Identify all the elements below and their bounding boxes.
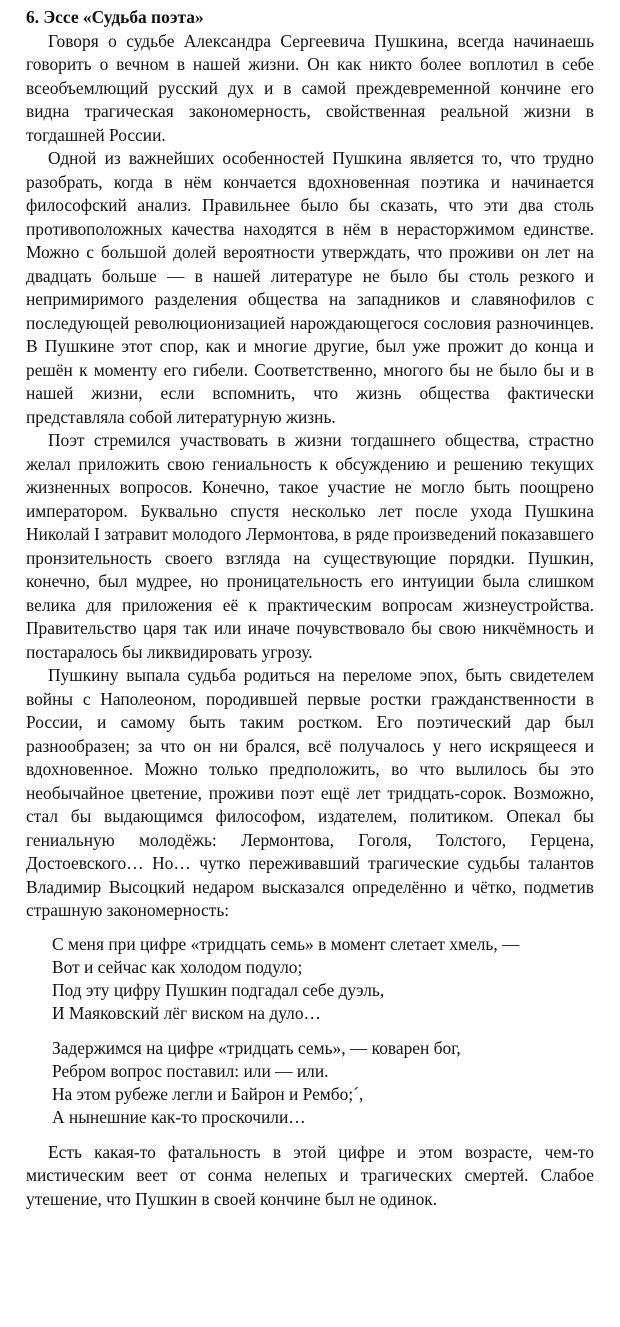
- poem-line: Ребром вопрос поставил: или — или.: [52, 1060, 329, 1081]
- paragraph-3: Поэт стремился участвовать в жизни тогдашнего общества, страстно желал приложить свою гениальность к обсуждению и решению текущих жизненных вопросов. Конечно, такое участие не могло быть поощрено императором. Буквально спустя несколько лет после ухода Пушкина Николай I затравит молодого Лермонтова, в ряде произведений показавшего пронзительность своего взгляда на существующие порядки. Пушкин, конечно, был мудрее, но проницательность его интуиции была слишком велика для приложения её к практическим вопросам жизнеустройства. Правительство царя так или иначе почувствовало бы свою никчёмность и постаралось бы ликвидировать угрозу.: [26, 430, 594, 662]
- poem-line: И Маяковский лёг виском на дуло…: [52, 1002, 321, 1023]
- poem-line: На этом рубеже легли и Байрон и Рембо;´,: [52, 1083, 364, 1104]
- poem-line: А нынешние как-то проскочили…: [52, 1106, 306, 1127]
- essay-title: 6. Эссе «Судьба поэта»: [26, 7, 204, 27]
- poem-stanza-1: [52, 933, 594, 1025]
- paragraph-2: Одной из важнейших особенностей Пушкина является то, что трудно разобрать, когда в нём кончается вдохновенная поэтика и начинается философский анализ. Правильнее было бы сказать, что эти два столь противоположных качества находятся в нём в нерасторжимом единстве. Можно с большой долей вероятности утверждать, что проживи он лет на двадцать больше — в нашей литературе не было бы столь резкого и непримиримого разделения общества на западников и славянофилов с последующей революционизацией нарождающегося сословия разночинцев. В Пушкине этот спор, как и многие другие, был уже прожит до конца и решён к моменту его гибели. Соответственно, многого бы не было бы и в нашей жизни, если вспомнить, что жизнь общества фактически представляла собой литературную жизнь.: [26, 148, 594, 427]
- poem-stanza-2: [52, 1037, 594, 1129]
- poem-quote: [52, 933, 594, 1129]
- poem-line: Задержимся на цифре «тридцать семь», — коварен бог,: [52, 1037, 461, 1058]
- poem-line: Вот и сейчас как холодом подуло;: [52, 956, 303, 977]
- poem-line: С меня при цифре «тридцать семь» в момент слетает хмель, —: [52, 933, 520, 954]
- paragraph-1: Говоря о судьбе Александра Сергеевича Пушкина, всегда начинаешь говорить о вечном в нашей жизни. Он как никто более воплотил в себе всеобъемлющий русский дух и в самой преждевременной кончине его видна трагическая закономерность, свойственная реальной жизни в тогдашней России.: [26, 30, 594, 145]
- paragraph-4: Пушкину выпала судьба родиться на переломе эпох, быть свидетелем войны с Наполеоном, породившей первые ростки гражданственности в России, и самому быть таким ростком. Его поэтический дар был разнообразен; за что он ни брался, всё получалось у него искрящееся и вдохновенное. Можно только предположить, во что вылилось бы это необычайное цветение, проживи поэт ещё лет тридцать-сорок. Возможно, стал бы выдающимся философом, издателем, политиком. Опекал бы гениальную молодёжь: Лермонтова, Гоголя, Толстого, Герцена, Достоевского… Но… чутко переживавший трагические судьбы талантов Владимир Высоцкий недаром высказался определённо и чётко, подметив страшную закономерность:: [26, 665, 594, 920]
- closing-paragraph: Есть какая-то фатальность в этой цифре и этом возрасте, чем-то мистическим веет от сонма нелепых и трагических смертей. Слабое утешение, что Пушкин в своей кончине был не одинок.: [26, 1141, 594, 1209]
- poem-line: Под эту цифру Пушкин подгадал себе дуэль,: [52, 979, 385, 1000]
